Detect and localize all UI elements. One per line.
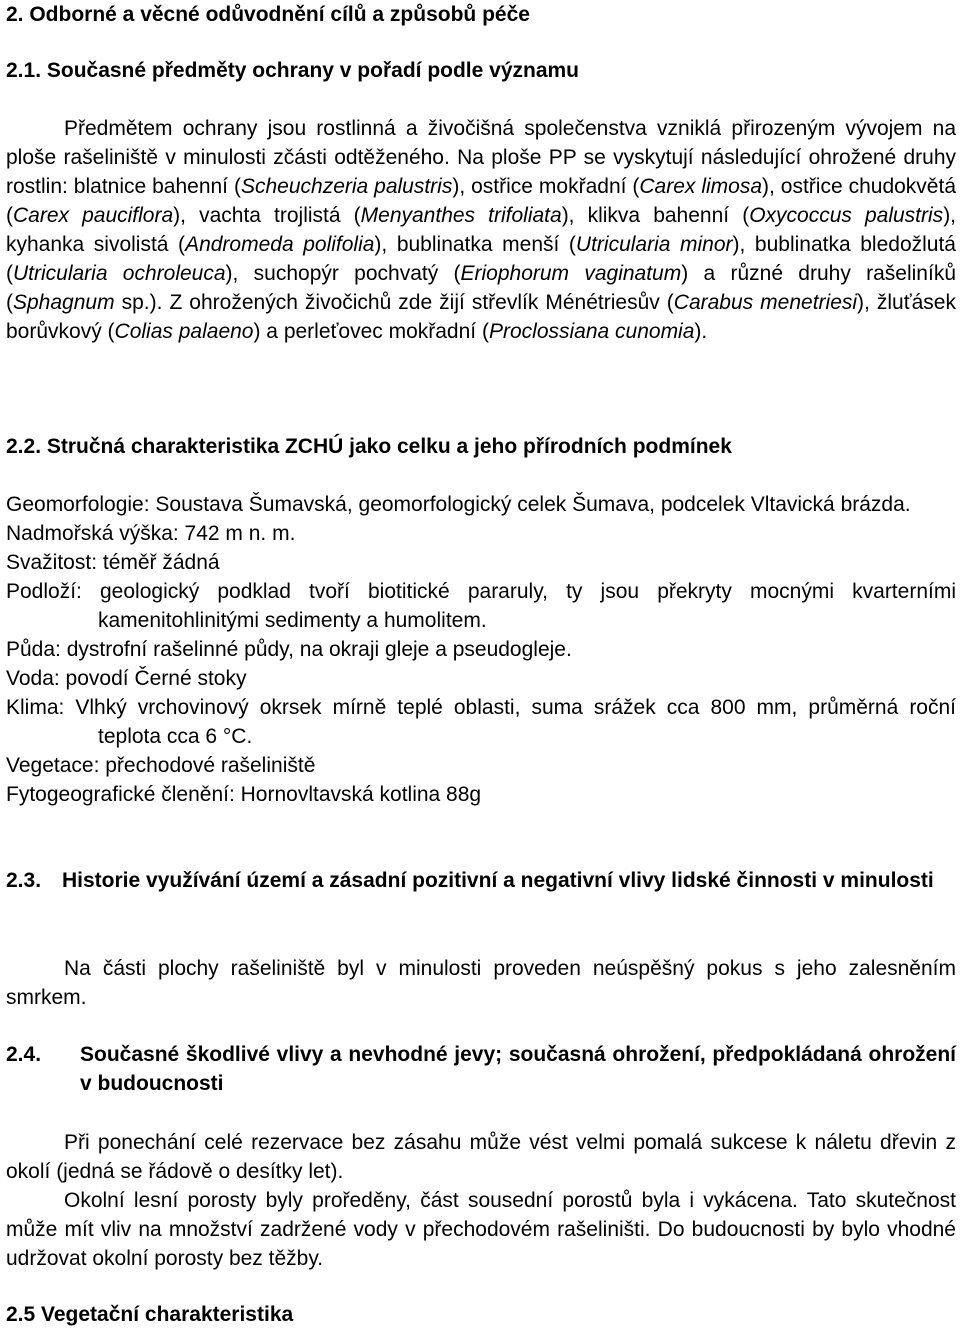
section-title: Historie využívání území a zásadní pozitivní a negativní vlivy lidské činnosti v minulosti xyxy=(62,869,934,892)
section-title: Současné škodlivé vlivy a nevhodné jevy; současná ohrožení, předpokládaná ohrožení v budoucnosti xyxy=(80,1043,956,1095)
section-heading-2-3 xyxy=(6,866,956,895)
char-slope: Svažitost: téměř žádná xyxy=(6,551,220,574)
char-geomorphology: Geomorfologie: Soustava Šumavská, geomorfologický celek Šumava, podcelek Vltavická brázda. xyxy=(6,493,911,516)
section-heading-2: 2. Odborné a věcné odůvodnění cílů a způsobů péče xyxy=(6,3,530,26)
section-heading-2-2: 2.2. Stručná charakteristika ZCHÚ jako celku a jeho přírodních podmínek xyxy=(6,435,732,458)
section-number: 2.3. xyxy=(6,869,42,892)
char-soil: Půda: dystrofní rašelinné půdy, na okraji gleje a pseudogleje. xyxy=(6,638,572,661)
paragraph-2-1: Předmětem ochrany jsou rostlinná a živočišná společenstva vzniklá přirozeným vývojem na ploše rašeliniště v minulosti zčásti odtěženého. Na ploše PP se vyskytují následující ohrožené druhy rostlin: blatnice bahenní (Scheuchzeria palustris), ostřice mokřadní (Carex limosa), ostřice chudokvětá (Carex pauciflora), vachta trojlistá (Menyanthes trifoliata), klikva bahenní (Oxycoccus palustris), kyhanka sivolistá (Andromeda polifolia), bublinatka menší (Utricularia minor), bublinatka bledožlutá (Utricularia ochroleuca), suchopýr pochvatý (Eriophorum vaginatum) a různé druhy rašeliníků (Sphagnum sp.). Z ohrožených živočichů zde žijí střevlík Ménétriesův (Carabus menetriesi), žluťásek borůvkový (Colias palaeno) a perleťovec mokřadní (Proclossiana cunomia). xyxy=(6,117,957,343)
section-heading-2-5: 2.5 Vegetační charakteristika xyxy=(6,1303,294,1326)
species-name: Carex limosa xyxy=(639,175,763,198)
species-name: Oxycoccus palustris xyxy=(749,204,944,227)
species-name: Andromeda polifolia xyxy=(185,233,375,256)
species-name: Menyanthes trifoliata xyxy=(360,204,562,227)
char-climate: Klima: Vlhký vrchovinový okrsek mírně teplé oblasti, suma srážek cca 800 mm, průměrná roční teplota cca 6 °C. xyxy=(6,696,956,748)
char-water: Voda: povodí Černé stoky xyxy=(6,667,247,690)
paragraph-2-4-a: Při ponechání celé rezervace bez zásahu může vést velmi pomalá sukcese k náletu dřevin z okolí (jedná se řádově o desítky let). xyxy=(6,1131,956,1183)
char-vegetation: Vegetace: přechodové rašeliniště xyxy=(6,754,316,777)
section-heading-2-4 xyxy=(6,1040,956,1098)
species-name: Colias palaeno xyxy=(114,320,254,343)
species-name: Utricularia minor xyxy=(575,233,733,256)
paragraph-2-3: Na části plochy rašeliniště byl v minulosti proveden neúspěšný pokus s jeho zalesněním smrkem. xyxy=(6,957,956,1009)
section-number: 2.4. xyxy=(6,1043,42,1066)
species-name: Carabus menetriesi xyxy=(673,291,858,314)
species-name: Proclossiana cunomia xyxy=(488,320,695,343)
species-name: Eriophorum vaginatum xyxy=(460,262,682,285)
char-altitude: Nadmořská výška: 742 m n. m. xyxy=(6,522,296,545)
char-phytogeography: Fytogeografické členění: Hornovltavská kotlina 88g xyxy=(6,783,482,806)
paragraph-2-4-b: Okolní lesní porosty byly proředěny, část sousední porostů byla i vykácena. Tato skutečnost může mít vliv na množství zadržené vody v přechodovém rašeliništi. Do budoucnosti by bylo vhodné udržovat okolní porosty bez těžby. xyxy=(6,1189,956,1270)
species-name: Scheuchzeria palustris xyxy=(240,175,453,198)
species-name: Carex pauciflora xyxy=(13,204,174,227)
species-name: Utricularia ochroleuca xyxy=(13,262,226,285)
section-heading-2-1: 2.1. Současné předměty ochrany v pořadí podle významu xyxy=(6,59,580,82)
char-bedrock: Podloží: geologický podklad tvoří biotitické pararuly, ty jsou překryty mocnými kvarterními kamenitohlinitými sedimenty a humolitem. xyxy=(6,580,956,632)
characteristics-list xyxy=(6,490,956,809)
species-name: Sphagnum xyxy=(13,291,115,314)
